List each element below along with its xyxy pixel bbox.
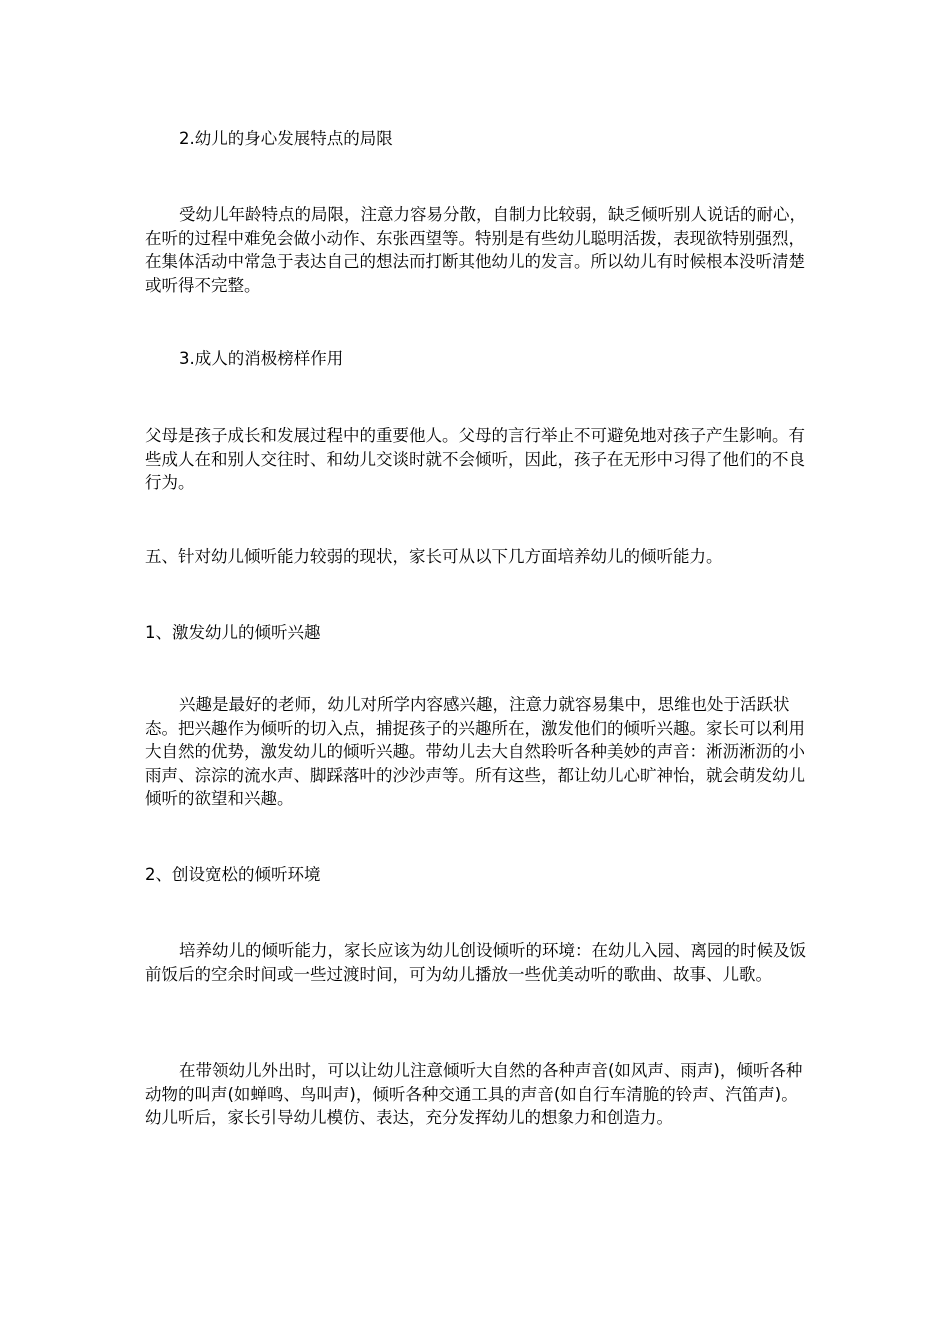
paragraph-negative-role-model: 父母是孩子成长和发展过程中的重要他人。父母的言行举止不可避免地对孩子产生影响。有些成人在和别人交往时、和幼儿交谈时就不会倾听，因此，孩子在无形中习得了他们的不良行为。	[145, 426, 805, 492]
heading-negative-role-model: 3.成人的消极榜样作用	[179, 349, 344, 368]
heading-body-mind-limits: 2.幼儿的身心发展特点的局限	[179, 129, 393, 148]
paragraph-stimulate-interest: 兴趣是最好的老师，幼儿对所学内容感兴趣，注意力就容易集中，思维也处于活跃状态。把兴趣作为倾听的切入点，捕捉孩子的兴趣所在，激发他们的倾听兴趣。家长可以利用大自然的优势，激发幼儿的倾听兴趣。带幼儿去大自然聆听各种美妙的声音：淅沥淅沥的小雨声、淙淙的流水声、脚踩落叶的沙沙声等。所有这些，都让幼儿心旷神怡，就会萌发幼儿倾听的欲望和兴趣。	[145, 695, 805, 808]
subheading-relaxed-environment: 2、创设宽松的倾听环境	[145, 865, 321, 884]
paragraph-relaxed-environment: 培养幼儿的倾听能力，家长应该为幼儿创设倾听的环境：在幼儿入园、离园的时候及饭前饭后的空余时间或一些过渡时间，可为幼儿播放一些优美动听的歌曲、故事、儿歌。	[145, 941, 806, 984]
paragraph-outdoor-listening: 在带领幼儿外出时，可以让幼儿注意倾听大自然的各种声音(如风声、雨声)，倾听各种动物的叫声(如蝉鸣、鸟叫声)，倾听各种交通工具的声音(如自行车清脆的铃声、汽笛声)。幼儿听后，家长引导幼儿模仿、表达，充分发挥幼儿的想象力和创造力。	[145, 1061, 803, 1127]
subheading-stimulate-interest: 1、激发幼儿的倾听兴趣	[145, 623, 321, 642]
paragraph-body-mind-limits: 受幼儿年龄特点的局限，注意力容易分散，自制力比较弱，缺乏倾听别人说话的耐心，在听的过程中难免会做小动作、东张西望等。特别是有些幼儿聪明活拨，表现欲特别强烈，在集体活动中常急于表达自己的想法而打断其他幼儿的发言。所以幼儿有时候根本没听清楚或听得不完整。	[145, 205, 806, 295]
section-heading-five: 五、针对幼儿倾听能力较弱的现状，家长可从以下几方面培养幼儿的倾听能力。	[145, 547, 723, 566]
